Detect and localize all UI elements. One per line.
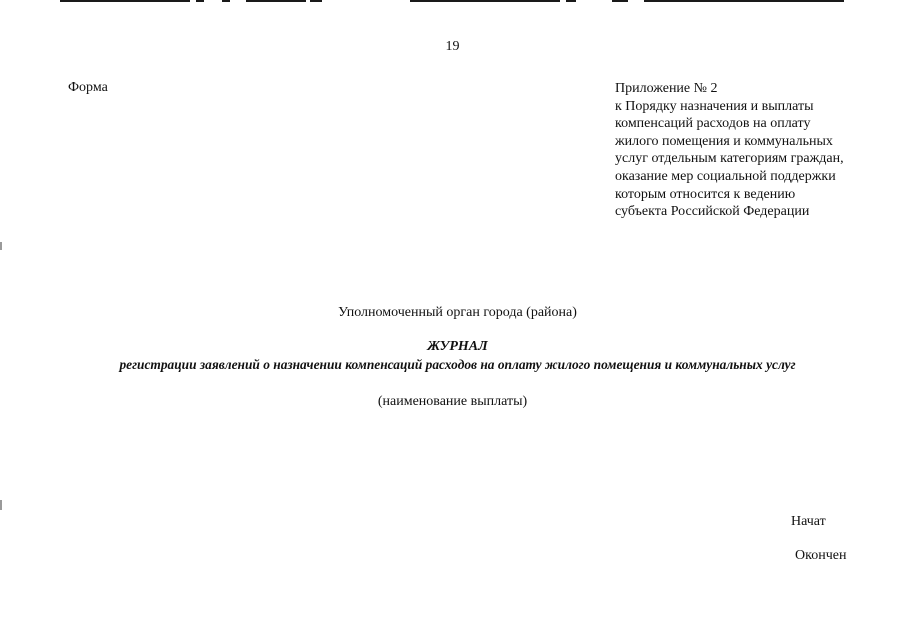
- appendix-line: услуг отдельным категориям граждан,: [615, 151, 844, 167]
- finished-label: Окончен: [795, 548, 847, 563]
- scan-edge-line: [246, 0, 306, 2]
- scan-edge-line: [60, 0, 190, 2]
- appendix-line: которым относится к ведению: [615, 186, 796, 202]
- scan-edge-line: [410, 0, 560, 2]
- scan-edge-line: [644, 0, 844, 2]
- page-number: 19: [445, 39, 460, 54]
- scan-left-mark: [0, 500, 2, 510]
- appendix-line: жилого помещения и коммунальных: [615, 133, 833, 149]
- scan-edge-line: [222, 0, 230, 2]
- authority-label: Уполномоченный орган города (района): [338, 305, 577, 320]
- journal-subtitle: регистрации заявлений о назначении компенсаций расходов на оплату жилого помещения и коммунальных услуг: [119, 357, 796, 372]
- scan-edge-line: [612, 0, 628, 2]
- payment-name-label: (наименование выплаты): [377, 394, 528, 409]
- appendix-line: компенсаций расходов на оплату: [615, 116, 811, 132]
- appendix-line: оказание мер социальной поддержки: [615, 168, 836, 184]
- scan-edge-line: [310, 0, 322, 2]
- appendix-line: Приложение № 2: [615, 81, 718, 96]
- scan-left-mark: [0, 242, 2, 250]
- appendix-line: субъекта Российской Федерации: [615, 204, 810, 220]
- scan-edge-line: [196, 0, 204, 2]
- appendix-block: [615, 80, 895, 221]
- form-label: Форма: [68, 80, 108, 95]
- journal-title: ЖУРНАЛ: [427, 339, 488, 354]
- appendix-line: к Порядку назначения и выплаты: [615, 98, 814, 114]
- scan-edge-line: [566, 0, 576, 2]
- started-label: Начат: [791, 514, 826, 529]
